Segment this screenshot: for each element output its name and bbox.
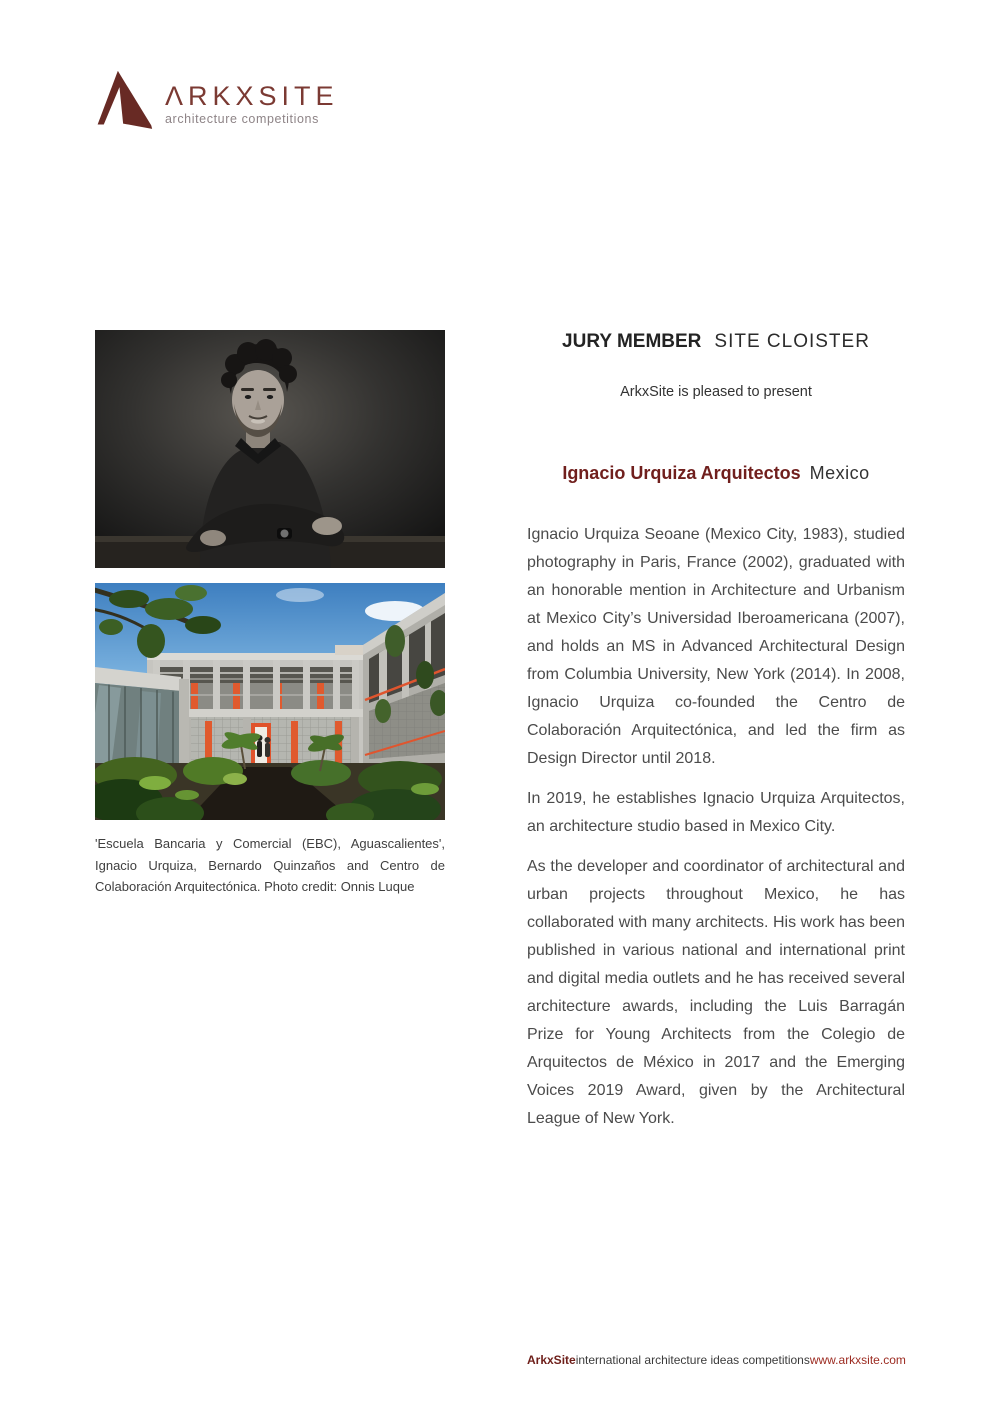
jury-member-name: Ignacio Urquiza Arquitectos <box>562 463 801 483</box>
bio-paragraph-1: Ignacio Urquiza Seoane (Mexico City, 1983), studied photography in Paris, France (2002), graduated with an honorable mention in Architecture and Urbanism at Mexico City’s Universidad Iberoamericana (2007), and holds an MS in Advanced Architectural Design from Columbia University, New York (2014). In 2008, Ignacio Urquiza co-founded the Centro de Colaboración Arquitectónica, and led the firm as Design Director until 2018. <box>527 526 905 767</box>
footer-brand: ArkxSite <box>527 1353 576 1367</box>
logo-text-block <box>165 68 339 126</box>
biography <box>527 521 905 1133</box>
page-title-regular: SITE CLOISTER <box>714 331 870 352</box>
footer-website-link[interactable]: www.arkxsite.com <box>809 1353 906 1367</box>
photo-caption: 'Escuela Bancaria y Comercial (EBC), Aguascalientes', Ignacio Urquiza, Bernardo Quinzaños and Centro de Colaboración Arquitectónica. Photo credit: Onnis Luque <box>95 836 445 894</box>
footer-text: international architecture ideas competitions <box>575 1353 810 1367</box>
portrait-photo <box>95 330 445 568</box>
intro-line: ArkxSite is pleased to present <box>620 384 812 400</box>
right-column <box>527 330 905 1133</box>
page-title <box>527 330 905 354</box>
brand-tagline: architecture competitions <box>165 112 319 126</box>
brand-name: ΛRKXSITE <box>165 81 339 111</box>
project-photo <box>95 583 445 820</box>
left-wing <box>95 667 189 769</box>
left-column <box>95 330 445 898</box>
jury-member-country: Mexico <box>809 463 870 483</box>
bio-paragraph-2: In 2019, he establishes Ignacio Urquiza Arquitectos, an architecture studio based in Mexico City. <box>527 790 905 835</box>
arkxsite-logo-mark-icon <box>95 68 153 130</box>
bio-paragraph-3: As the developer and coordinator of architectural and urban projects throughout Mexico, he has collaborated with many architects. His work has been published in various national and international print and digital media outlets and he has received several architecture awards, including the Luis Barragán Prize for Young Architects from the Colegio de Arquitectos de México in 2017 and the Emerging Voices 2019 Award, given by the Architectural League of New York. <box>527 858 905 1127</box>
arkxsite-logo <box>95 68 339 130</box>
page-title-bold: JURY MEMBER <box>562 331 702 352</box>
jury-member-name-line <box>527 461 905 486</box>
footer <box>527 1352 905 1368</box>
